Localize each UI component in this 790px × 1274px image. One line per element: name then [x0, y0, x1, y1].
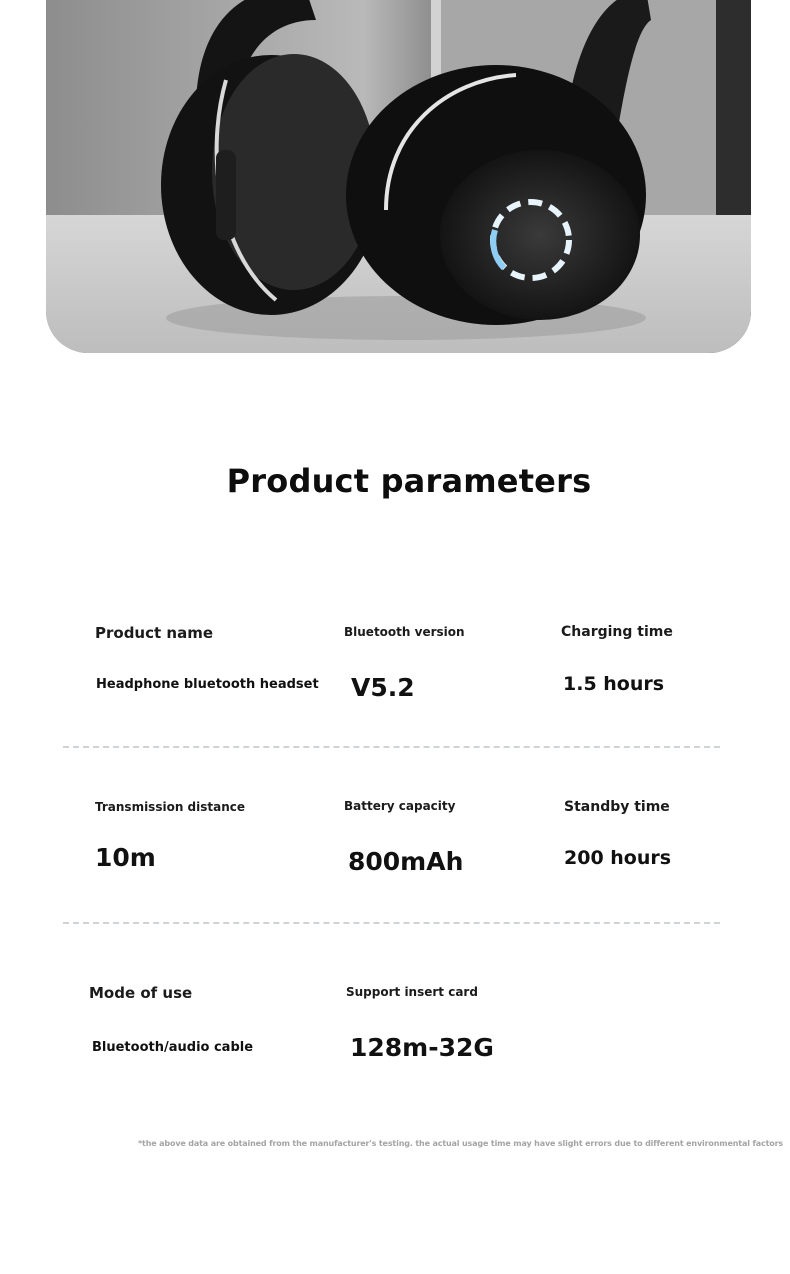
param-value-charging-time: 1.5 hours	[563, 673, 665, 695]
param-value-transmission-distance: 10m	[95, 843, 156, 872]
section-divider	[63, 746, 720, 748]
param-value-support-insert-card: 128m-32G	[350, 1033, 494, 1062]
param-label-charging-time: Charging time	[561, 624, 673, 640]
param-value-bluetooth-version: V5.2	[351, 673, 415, 702]
page-title: Product parameters	[226, 462, 592, 500]
disclaimer-note: *the above data are obtained from the manufacturer's testing. the actual usage time may have slight errors due to different environmental factors	[138, 1139, 784, 1148]
param-label-mode-of-use: Mode of use	[89, 984, 193, 1002]
param-label-standby-time: Standby time	[564, 799, 670, 815]
param-label-support-insert-card: Support insert card	[346, 985, 478, 999]
param-label-battery-capacity: Battery capacity	[344, 799, 456, 813]
param-value-mode-of-use: Bluetooth/audio cable	[92, 1040, 254, 1055]
product-hero-image	[46, 0, 751, 353]
param-label-transmission-distance: Transmission distance	[95, 800, 246, 814]
param-value-battery-capacity: 800mAh	[348, 847, 464, 876]
param-label-product-name: Product name	[95, 624, 214, 642]
param-value-product-name: Headphone bluetooth headset	[96, 677, 319, 692]
param-value-standby-time: 200 hours	[564, 847, 672, 869]
headphones-illustration	[46, 0, 751, 353]
param-label-bluetooth-version: Bluetooth version	[344, 625, 465, 639]
section-divider	[63, 922, 720, 924]
